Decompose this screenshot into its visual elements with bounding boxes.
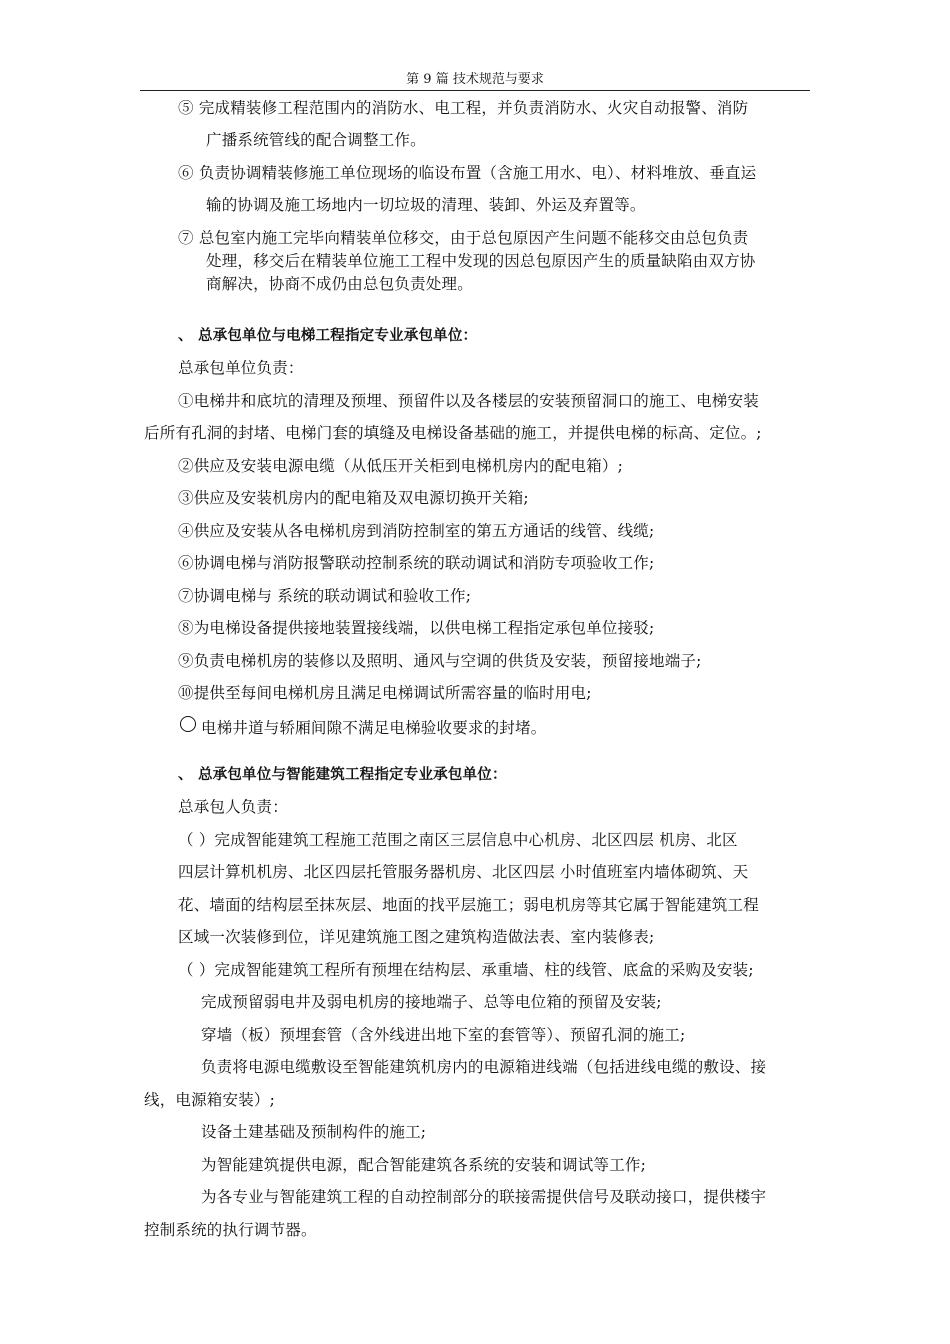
elevator-item-10: ⑩提供至每间电梯机房且满足电梯调试所需容量的临时用电;: [178, 684, 592, 702]
item-5-line-1: ⑤ 完成精装修工程范围内的消防水、电工程，并负责消防水、火灾自动报警、消防: [178, 99, 749, 117]
smart-item-a-line-4: 区域一次装修到位，详见建筑施工图之建筑构造做法表、室内装修表;: [178, 928, 655, 946]
elevator-item-8: ⑧为电梯设备提供接地装置接线端，以供电梯工程指定承包单位接驳;: [178, 619, 655, 637]
elevator-item-11: 电梯井道与轿厢间隙不满足电梯验收要求的封堵。: [201, 719, 547, 737]
smart-item-g: 为智能建筑提供电源，配合智能建筑各系统的安装和调试等工作;: [201, 1156, 647, 1174]
smart-item-b: （ ）完成智能建筑工程所有预埋在结构层、承重墙、柱的线管、底盒的采购及安装;: [178, 961, 754, 979]
elevator-item-7: ⑦协调电梯与 系统的联动调试和验收工作;: [178, 587, 472, 605]
elevator-item-9: ⑨负责电梯机房的装修以及照明、通风与空调的供货及安装，预留接地端子;: [178, 652, 702, 670]
smart-section-heading: 、 总承包单位与智能建筑工程指定专业承包单位：: [178, 767, 507, 783]
smart-item-d: 穿墙（板）预埋套管（含外线进出地下室的套管等）、预留孔洞的施工;: [201, 1026, 686, 1044]
smart-item-e-line-2: 线，电源箱安装）;: [144, 1091, 276, 1109]
page-header: 第 9 篇 技术规范与要求: [140, 70, 810, 91]
elevator-item-2: ②供应及安装电源电缆（从低压开关柜到电梯机房内的配电箱）;: [178, 457, 624, 475]
item-5-line-2: 广播系统管线的配合调整工作。: [206, 131, 426, 149]
smart-item-f: 设备土建基础及预制构件的施工;: [201, 1123, 427, 1141]
elevator-section-heading: 、 总承包单位与电梯工程指定专业承包单位：: [178, 328, 478, 344]
smart-item-e-line-1: 负责将电源电缆敷设至智能建筑机房内的电源箱进线端（包括进线电缆的敷设、接: [201, 1058, 767, 1076]
item-7-line-2: 处理，移交后在精装单位施工工程中发现的因总包原因产生的质量缺陷由双方协: [206, 252, 756, 270]
smart-intro: 总承包人负责：: [178, 798, 288, 816]
smart-item-h-line-2: 控制系统的执行调节器。: [144, 1221, 317, 1239]
elevator-item-1-line-2: 后所有孔洞的封堵、电梯门套的填缝及电梯设备基础的施工，并提供电梯的标高、定位。;: [144, 424, 762, 442]
elevator-item-6: ⑥协调电梯与消防报警联动控制系统的联动调试和消防专项验收工作;: [178, 554, 655, 572]
smart-item-a-line-3: 花、墙面的结构层至抹灰层、地面的找平层施工；弱电机房等其它属于智能建筑工程: [178, 896, 759, 914]
smart-item-a-line-2: 四层计算机机房、北区四层托管服务器机房、北区四层 小时值班室内墙体砌筑、天: [178, 863, 749, 881]
elevator-item-1-line-1: ①电梯井和底坑的清理及预埋、预留件以及各楼层的安装预留洞口的施工、电梯安装: [178, 392, 759, 410]
elevator-intro: 总承包单位负责：: [178, 359, 304, 377]
smart-item-a-line-1: （ ）完成智能建筑工程施工范围之南区三层信息中心机房、北区四层 机房、北区: [178, 831, 738, 849]
smart-item-c: 完成预留弱电井及弱电机房的接地端子、总等电位箱的预留及安装;: [201, 993, 662, 1011]
item-7-line-3: 商解决，协商不成仍由总包负责处理。: [206, 275, 473, 293]
elevator-item-3: ③供应及安装机房内的配电箱及双电源切换开关箱;: [178, 489, 529, 507]
circle-bullet-icon: [180, 716, 196, 732]
elevator-item-4: ④供应及安装从各电梯机房到消防控制室的第五方通话的线管、线缆;: [178, 522, 655, 540]
item-6-line-2: 输的协调及施工场地内一切垃圾的清理、装卸、外运及弃置等。: [206, 196, 646, 214]
item-6-line-1: ⑥ 负责协调精装修施工单位现场的临设布置（含施工用水、电）、材料堆放、垂直运: [178, 164, 757, 182]
smart-item-h-line-1: 为各专业与智能建筑工程的自动控制部分的联接需提供信号及联动接口，提供楼宇: [201, 1188, 767, 1206]
item-7-line-1: ⑦ 总包室内施工完毕向精装单位移交，由于总包原因产生问题不能移交由总包负责: [178, 229, 749, 247]
